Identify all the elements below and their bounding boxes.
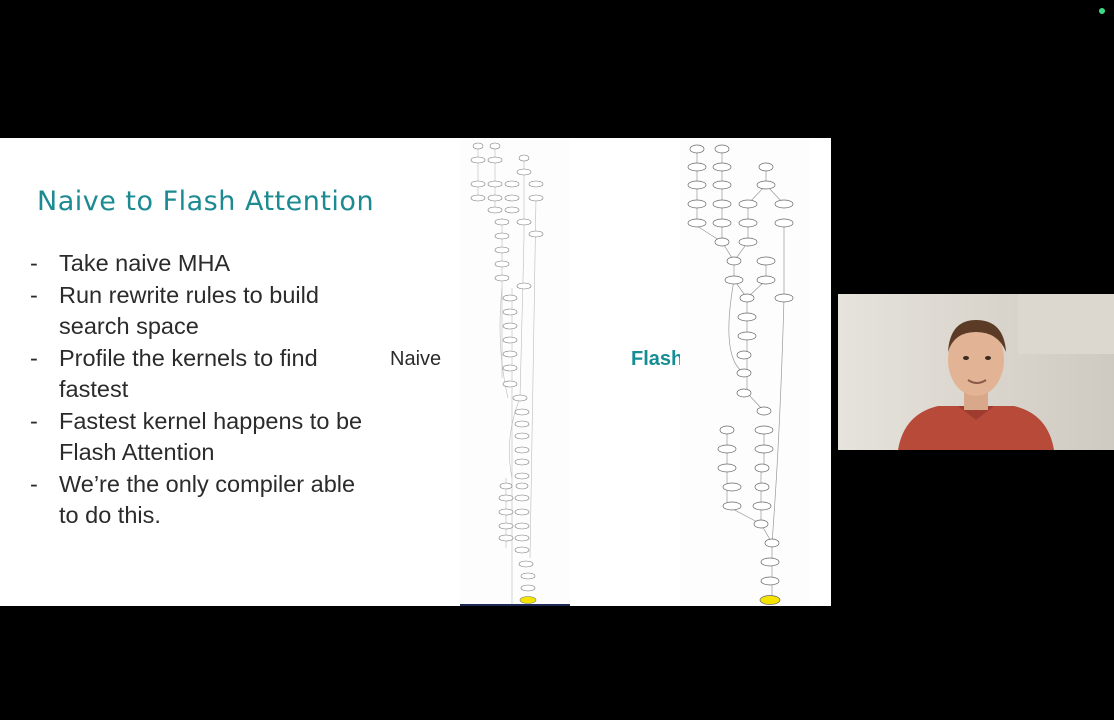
bullet-dash: - [30, 281, 38, 308]
bullet-text: We’re the only compiler able to do this. [59, 470, 356, 528]
bullet-list [30, 248, 380, 532]
bullet-dash: - [30, 344, 38, 371]
naive-computation-graph [460, 138, 570, 606]
presentation-slide [0, 138, 831, 606]
bullet-item [30, 248, 380, 280]
recording-indicator-icon [1099, 8, 1105, 14]
slide-title: Naive to Flash Attention [37, 186, 375, 217]
flash-graph-label: Flash [631, 348, 684, 370]
bullet-dash: - [30, 470, 38, 497]
bullet-item [30, 469, 380, 532]
bullet-text: Run rewrite rules to build search space [59, 281, 319, 339]
bullet-item [30, 406, 380, 469]
bullet-text: Fastest kernel happens to be Flash Attention [59, 407, 363, 465]
bullet-text: Profile the kernels to find fastest [59, 344, 318, 402]
bullet-item [30, 280, 380, 343]
bullet-text: Take naive MHA [59, 250, 231, 276]
naive-graph-label: Naive [390, 348, 442, 370]
presenter-video-icon [838, 294, 1114, 450]
bullet-dash: - [30, 407, 38, 434]
flash-computation-graph [680, 138, 810, 606]
bullet-dash: - [30, 250, 38, 276]
bullet-item [30, 343, 380, 406]
presenter-webcam [838, 294, 1114, 450]
